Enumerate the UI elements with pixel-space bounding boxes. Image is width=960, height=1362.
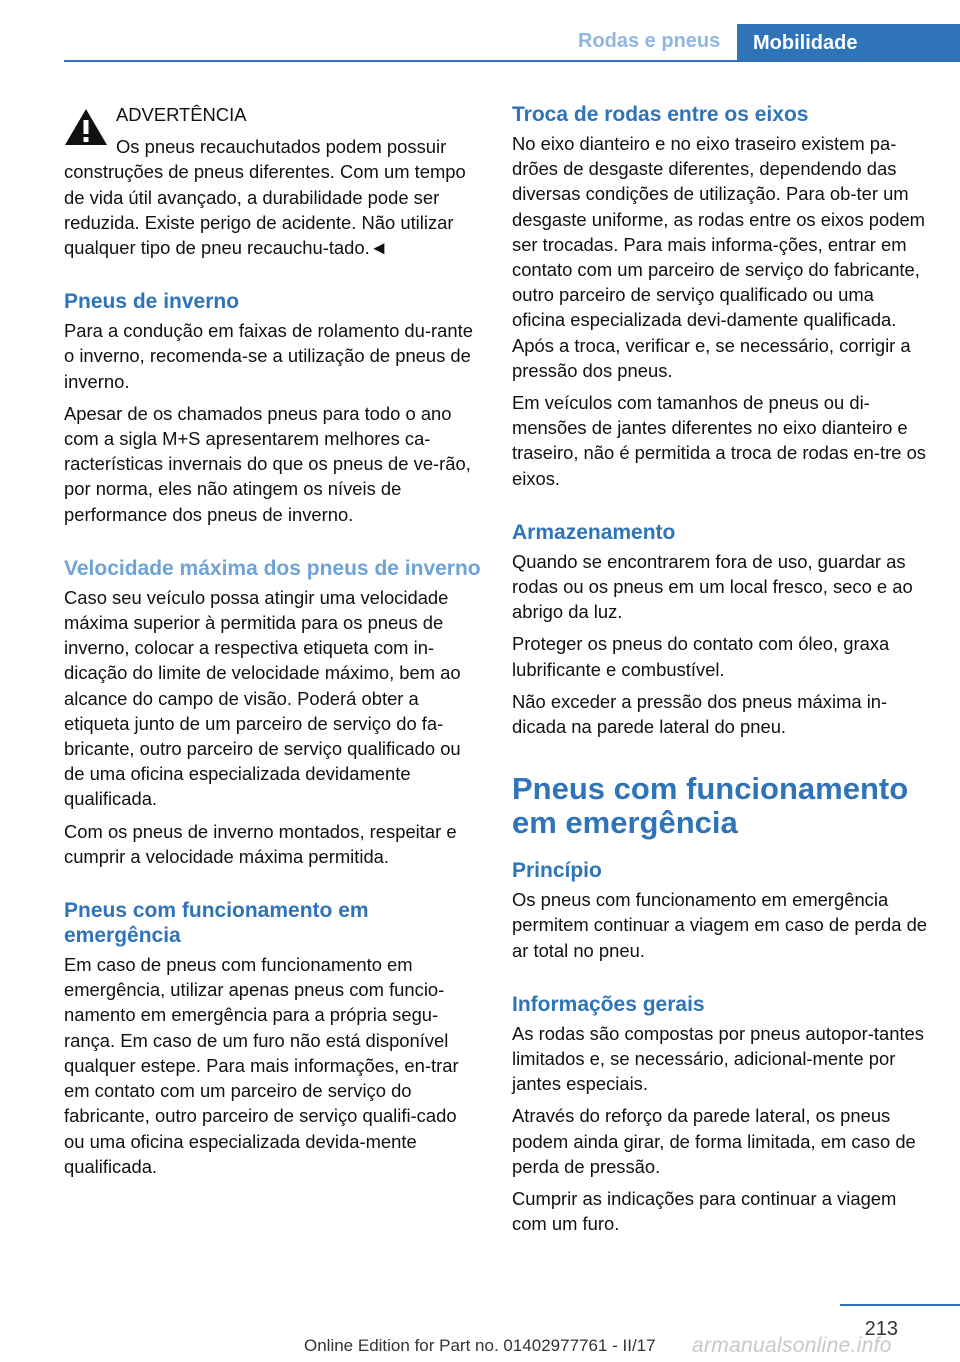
footer-rule bbox=[840, 1304, 960, 1306]
left-column bbox=[64, 102, 482, 1186]
warning-title: ADVERTÊNCIA bbox=[116, 104, 247, 125]
paragraph: Cumprir as indicações para continuar a viagem com um furo. bbox=[512, 1188, 897, 1235]
warning-first-line: Os pneus recauchutados podem possuir bbox=[116, 136, 447, 158]
edition-note: Online Edition for Part no. 01402977761 - II/17 bbox=[304, 1336, 656, 1355]
paragraph: Não exceder a pressão dos pneus máxima in-dicada na parede lateral do pneu. bbox=[512, 690, 888, 738]
heading-winter-max-speed: Velocidade máxima dos pneus de inverno bbox=[64, 556, 481, 580]
right-column bbox=[512, 102, 930, 1244]
paragraph: As rodas são compostas por pneus autopor-tantes limitados e, se necessário, adicional-mente por jantes especiais. bbox=[512, 1022, 924, 1095]
paragraph: Os pneus com funcionamento em emergência permitem continuar a viagem em caso de perda de ar total no pneu. bbox=[512, 889, 928, 961]
chapter-tab: Mobilidade bbox=[737, 24, 960, 62]
paragraph: Caso seu veículo possa atingir uma velocidade máxima superior à permitida para os pneus de inverno, colocar a respectiva etiqueta com in-dicação do limite de velocidade máximo, bem ao alcance do campo de visão. Poderá obter a etiqueta junto de um parceiro de serviço do fa-bricante, outro parceiro de serviço qualificado ou de uma oficina especializada devidamente qualificada. bbox=[64, 586, 461, 810]
paragraph: Em veículos com tamanhos de pneus ou di-mensões de jantes diferentes no eixo dianteiro e traseiro, não é permitida a troca de rodas en-tre os eixos. bbox=[512, 392, 927, 489]
heading-principle: Princípio bbox=[512, 859, 602, 883]
paragraph: Proteger os pneus do contato com óleo, graxa lubrificante e combustível. bbox=[512, 633, 890, 680]
paragraph: Em caso de pneus com funcionamento em emergência, utilizar apenas pneus com funcio-namento em emergência para a própria segu-rança. Em caso de um furo não está disponível qualquer estepe. Para mais informações, en-trar em contato com um parceiro de serviço do fabricante, outro parceiro de serviço qualifi-cado ou uma oficina especializada devida-mente qualificada. bbox=[64, 954, 459, 1177]
paragraph: Apesar de os chamados pneus para todo o ano com a sigla M+S apresentarem melhores ca-racterísticas invernais do que os pneus de ve-rão, por norma, eles não atingem os níveis de performance dos pneus de inverno. bbox=[64, 402, 471, 525]
header-rule bbox=[64, 60, 960, 62]
heading-wheel-rotation: Troca de rodas entre os eixos bbox=[512, 103, 809, 126]
paragraph: Quando se encontrarem fora de uso, guardar as rodas ou os pneus em um local fresco, seco e ao abrigo da luz. bbox=[512, 550, 913, 623]
section-title: Rodas e pneus bbox=[578, 30, 721, 52]
paragraph: Para a condução em faixas de rolamento du-rante o inverno, recomenda-se a utilização de pneus de inverno. bbox=[64, 320, 473, 392]
warning-text: construções de pneus diferentes. Com um tempo de vida útil avançado, a durabilidade pode ser reduzida. Existe perigo de acidente. Não utilizar qualquer tipo de pneu recauchu-tado.◄ bbox=[64, 161, 466, 259]
paragraph: Com os pneus de inverno montados, respeitar e cumprir a velocidade máxima permitida. bbox=[64, 820, 457, 867]
heading-general-info: Informações gerais bbox=[512, 992, 705, 1016]
watermark: armanualsonline.info bbox=[692, 1334, 892, 1357]
heading-runflat-tires: Pneus com funcionamento em emergência bbox=[512, 771, 909, 841]
paragraph: No eixo dianteiro e no eixo traseiro existem pa-drões de desgaste diferentes, dependendo das diversas condições de utilização. Para ob-ter um desgaste uniforme, as rodas entre os eixos podem ser trocadas. Para mais informa-ções, entrar em contato com um parceiro de serviço do fabricante, outro parceiro de serviço qualificado ou uma oficina especializada devi-damente qualificada. Após a troca, verificar e, se necessário, corrigir a pressão dos pneus. bbox=[512, 133, 925, 381]
warning-triangle-icon bbox=[64, 108, 108, 146]
heading-storage: Armazenamento bbox=[512, 520, 676, 544]
paragraph: Através do reforço da parede lateral, os pneus podem ainda girar, de forma limitada, em caso de perda de pressão. bbox=[512, 1105, 916, 1177]
page-number: 213 bbox=[864, 1318, 898, 1340]
warning-block bbox=[64, 102, 482, 260]
heading-runflat-winter: Pneus com funcionamento em emergência bbox=[64, 899, 369, 948]
heading-winter-tires: Pneus de inverno bbox=[64, 290, 240, 314]
